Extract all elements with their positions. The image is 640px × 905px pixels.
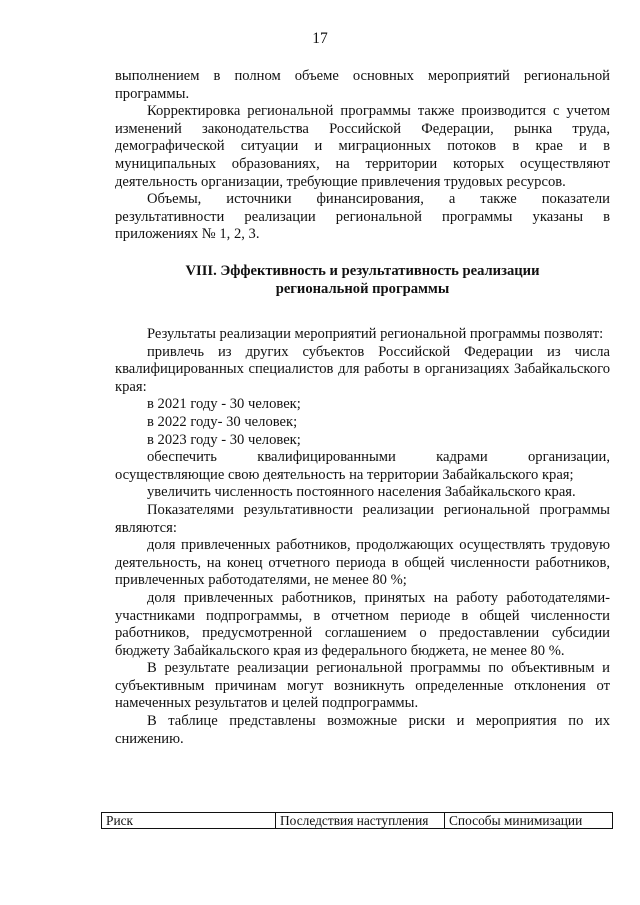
table-header-row: [102, 813, 613, 829]
list-item-2021: в 2021 году - 30 человек;: [147, 396, 301, 413]
paragraph-deviations: В результате реализации региональной программы по объективным и субъективным причинам могут возникнуть определенные отклонения от намеченных результатов и целей подпрограммы.: [115, 660, 610, 712]
list-item-2022: в 2022 году- 30 человек;: [147, 413, 298, 430]
table-header-consequences: Последствия наступления: [276, 813, 445, 829]
list-item-2023: в 2023 году - 30 человек;: [147, 431, 301, 448]
section-heading: [115, 262, 610, 298]
page-number: 17: [312, 30, 328, 47]
paragraph-increase: увеличить численность постоянного населения Забайкальского края.: [147, 484, 576, 501]
paragraph-table-intro: В таблице представлены возможные риски и мероприятия по их снижению.: [115, 713, 610, 747]
table-header-risk: Риск: [102, 813, 276, 829]
paragraph-attract: привлечь из других субъектов Российской Федерации из числа квалифицированных специалистов для работы в организациях Забайкальского края:: [115, 343, 610, 395]
risk-table: [101, 812, 613, 829]
paragraph-share-working: доля привлеченных работников, продолжающих осуществлять трудовую деятельность, на конец отчетного периода в общей численности работников, привлеченных работодателями, не менее 80 %;: [115, 537, 610, 589]
section-text-block: [115, 326, 610, 748]
paragraph-indicators: Показателями результативности реализации региональной программы являются:: [115, 501, 610, 536]
paragraph-correction: Корректировка региональной программы также производится с учетом изменений законодательства Российской Федерации, рынка труда, демографической ситуации и миграционных потоков в крае и в муниципальных образованиях, на территории которых осуществляют деятельность организации, требующие привлечения трудовых ресурсов.: [115, 103, 610, 190]
paragraph-results-intro: Результаты реализации мероприятий региональной программы позволят:: [147, 326, 604, 342]
paragraph-financing: Объемы, источники финансирования, а также показатели результативности реализации региональной программы указаны в приложениях № 1, 2, 3.: [115, 191, 610, 243]
top-text-block: [115, 68, 610, 244]
section-heading-line-1: VIII. Эффективность и результативность реализации: [185, 263, 540, 279]
paragraph-provide: обеспечить квалифицированными кадрами организации, осуществляющие свою деятельность на территории Забайкальского края;: [115, 449, 610, 483]
paragraph-share-hired: доля привлеченных работников, принятых на работу работодателями-участниками подпрограммы, в отчетном периоде в общей численности работников, предусмотренной соглашением о предоставлении субсидии бюджету Забайкальского края из федерального бюджета, не менее 80 %.: [115, 589, 610, 659]
table-header-mitigation: Способы минимизации: [445, 813, 613, 829]
paragraph-continuation: выполнением в полном объеме основных мероприятий региональной программы.: [115, 68, 610, 102]
section-heading-line-2: региональной программы: [275, 281, 450, 297]
